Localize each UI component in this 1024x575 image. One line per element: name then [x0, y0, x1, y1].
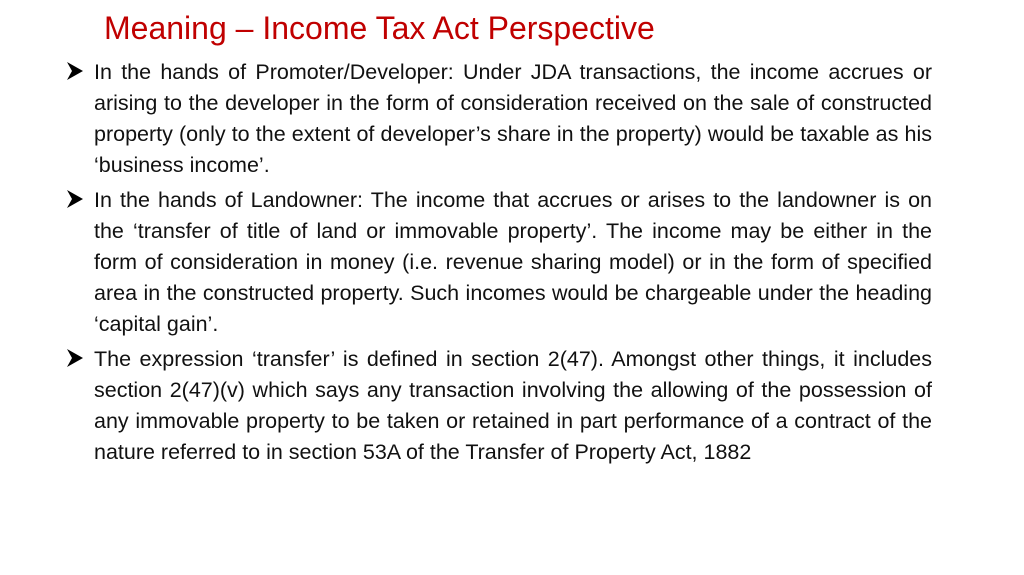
arrowhead-bullet-icon — [64, 187, 86, 211]
bullet-text: The expression ‘transfer’ is defined in section 2(47). Amongst other things, it includes section 2(47)(v) which says any transaction involving the allowing of the possession of any immovable property to be taken or retained in part performance of a contract of the nature referred to in section 53A of the Transfer of Property Act, 1882 — [94, 347, 932, 464]
bullet-item — [62, 344, 932, 468]
slide-title: Meaning – Income Tax Act Perspective — [104, 10, 655, 46]
bullet-item — [62, 57, 932, 181]
bullet-text: In the hands of Landowner: The income that accrues or arises to the landowner is on the ‘transfer of title of land or immovable property’. The income may be either in the form of consideration in money (i.e. revenue sharing model) or in the form of specified area in the constructed property. Such incomes would be chargeable under the heading ‘capital gain’. — [94, 188, 932, 336]
arrowhead-bullet-icon — [64, 59, 86, 83]
arrowhead-bullet-icon — [64, 346, 86, 370]
bullet-item — [62, 185, 932, 340]
bullet-list — [62, 57, 932, 472]
bullet-text: In the hands of Promoter/Developer: Under JDA transactions, the income accrues or arising to the developer in the form of consideration received on the sale of constructed property (only to the extent of developer’s share in the property) would be taxable as his ‘business income’. — [94, 60, 932, 177]
